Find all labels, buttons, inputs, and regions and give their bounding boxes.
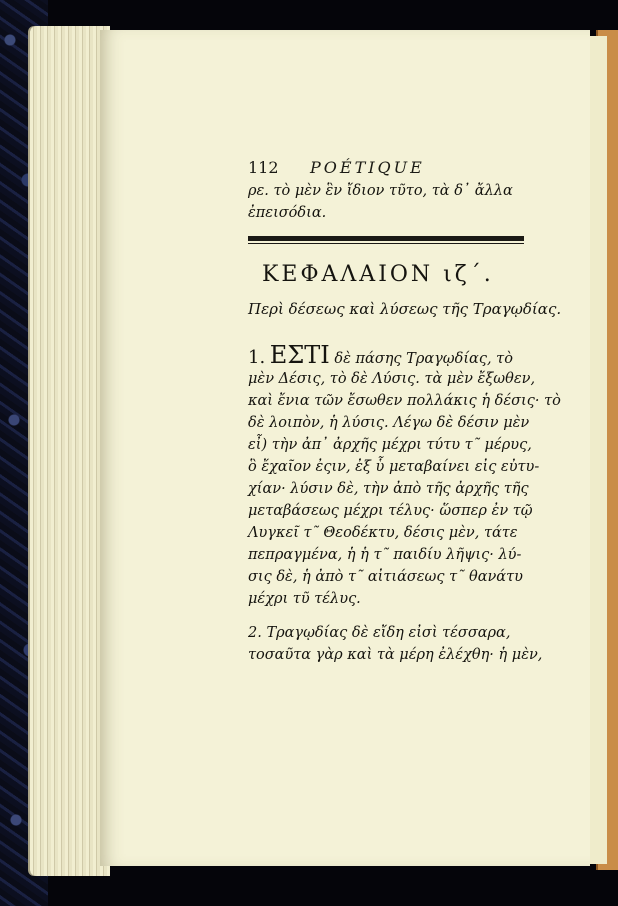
text-line: μεταβάσεως μέχρι τέλυς· ὥσπερ ἐν τῷ: [248, 503, 533, 519]
running-head: POÉTIQUE: [310, 158, 425, 177]
text-line: ὃ ἔχαῖον ἐςιν, ἐξ ὗ μεταβαίνει εἰς εὐτυ-: [248, 459, 540, 475]
text-line: ἐπεισόδια.: [248, 205, 327, 221]
page-number: 112: [248, 158, 279, 177]
text-line: τοσαῦτα γὰρ καὶ τὰ μέρη ἐλέχθη· ἡ μὲν,: [248, 647, 543, 663]
text-line: μὲν Δέσις, τὸ δὲ Λύσις. τὰ μὲν ἔξωθεν,: [248, 371, 536, 387]
text-line: χίαν· λύσιν δὲ, τὴν ἀπὸ τῆς ἀρχῆς τῆς: [248, 481, 529, 497]
facing-page-edge: [588, 36, 607, 864]
text-line: πεπραγμένα, ἡ ἡ τ῀ παιδίυ λῆψις· λύ-: [248, 547, 522, 563]
text-line: ρε. τὸ μὲν ἓν ἴδιον τῦτο, τὰ δ᾽ ἄλλα: [248, 183, 513, 199]
chapter-title: ΚΕΦΑΛΑΙΟΝ ιζ´.: [262, 262, 494, 287]
divider-rule-thin: [248, 243, 524, 244]
text-line: δὲ λοιπὸν, ἡ λύσις. Λέγω δὲ δέσιν μὲν: [248, 415, 530, 431]
text-line: εἶ) τὴν ἀπ᾽ ἀρχῆς μέχρι τύτυ τ῀ μέρυς,: [248, 437, 532, 453]
text-line: 2. Τραγῳδίας δὲ εἴδη εἰσὶ τέσσαρα,: [248, 625, 511, 641]
chapter-subtitle: Περὶ δέσεως καὶ λύσεως τῆς Τραγῳδίας.: [248, 300, 562, 318]
paragraph-first-line: [248, 341, 526, 370]
divider-rule: [248, 236, 524, 241]
page-stack-edges: [30, 26, 110, 876]
drop-initial: ΕΣΤΙ: [269, 341, 330, 369]
text-line: μέχρι τῦ τέλυς.: [248, 591, 361, 607]
paragraph-number: 1.: [248, 347, 266, 368]
text-span: δὲ πάσης Τραγῳδίας, τὸ: [334, 351, 513, 367]
text-line: καὶ ἔνια τῶν ἔσωθεν πολλάκις ἡ δέσις· τὸ: [248, 393, 561, 409]
page-header: [248, 158, 468, 180]
text-line: Λυγκεῖ τ῀ Θεοδέκτυ, δέσις μὲν, τάτε: [248, 525, 518, 541]
text-line: σις δὲ, ἡ ἀπὸ τ῀ αἰτιάσεως τ῀ θανάτυ: [248, 569, 523, 585]
